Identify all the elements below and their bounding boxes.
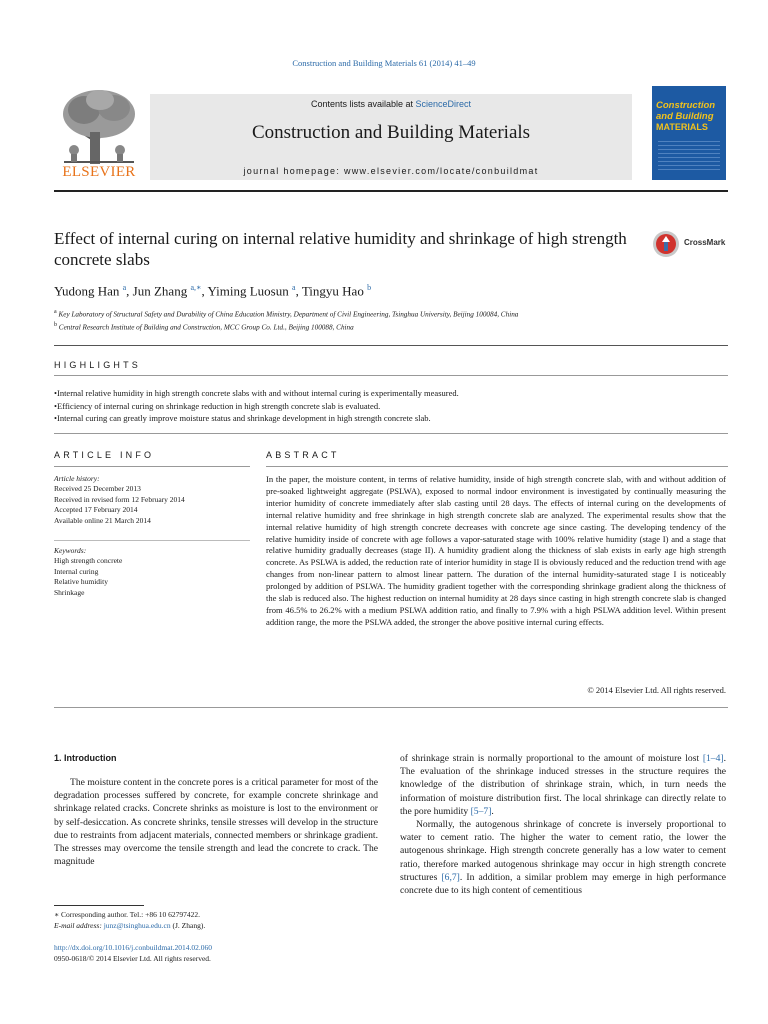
affiliation-line bbox=[54, 307, 518, 320]
email-link[interactable]: junz@tsinghua.edu.cn bbox=[103, 921, 171, 930]
affiliations bbox=[54, 307, 518, 333]
affiliation-marker: a bbox=[54, 309, 57, 315]
sciencedirect-link[interactable]: ScienceDirect bbox=[415, 99, 472, 109]
footnotes bbox=[54, 909, 205, 931]
corresponding-author-note: ∗ Corresponding author. Tel.: +86 10 62797422. bbox=[54, 910, 200, 919]
journal-cover-thumbnail[interactable] bbox=[652, 86, 726, 180]
divider bbox=[266, 466, 728, 467]
divider bbox=[54, 345, 728, 346]
journal-header-box bbox=[150, 94, 632, 180]
author-name[interactable]: Tingyu Hao bbox=[301, 283, 364, 299]
highlight-item: • Internal curing can greatly improve moisture status and shrinkage development in high strength concrete slab. bbox=[54, 412, 728, 425]
journal-title: Construction and Building Materials bbox=[251, 122, 531, 143]
paragraph bbox=[400, 752, 726, 818]
author-list bbox=[54, 283, 371, 299]
author-separator: , bbox=[201, 283, 208, 299]
journal-citation-link[interactable]: Construction and Building Materials 61 (2014) 41–49 bbox=[292, 58, 476, 68]
citation-link[interactable]: [6,7] bbox=[441, 871, 460, 883]
keyword-item: Relative humidity bbox=[54, 577, 108, 587]
history-entry: Received in revised form 12 February 2014 bbox=[54, 494, 185, 504]
keyword-item: Shrinkage bbox=[54, 587, 85, 597]
text-run: . The evaluation of the shrinkage induced stresses in the structure requires the knowledge of the distribution of shrinkage strain, which, in turn needs the information of moisture distribution first. The local shrinkage can directly relate to the pore humidity bbox=[400, 753, 726, 817]
doi-block bbox=[54, 942, 212, 964]
article-title: Effect of internal curing on internal relative humidity and shrinkage of high strength concrete slabs bbox=[54, 229, 627, 269]
footnote-rule bbox=[54, 905, 144, 906]
history-entry: Received 25 December 2013 bbox=[54, 484, 141, 494]
homepage-line bbox=[150, 166, 632, 176]
text-run: of shrinkage strain is normally proportional to the amount of moisture lost bbox=[400, 753, 703, 764]
abstract-heading: ABSTRACT bbox=[266, 450, 340, 460]
author-separator: , bbox=[295, 283, 302, 299]
author-name[interactable]: Yudong Han bbox=[54, 283, 120, 299]
author-name[interactable]: Yiming Luosun bbox=[207, 283, 289, 299]
contents-prefix: Contents lists available at bbox=[310, 99, 416, 109]
issn-line: 0950-0618/© 2014 Elsevier Ltd. All rights reserved. bbox=[54, 954, 211, 963]
keyword-item: Internal curing bbox=[54, 566, 99, 576]
history-entry: Available online 21 March 2014 bbox=[54, 515, 151, 525]
affiliation-marker: b bbox=[54, 321, 57, 328]
divider bbox=[54, 466, 250, 467]
article-history bbox=[54, 474, 250, 526]
citation-link[interactable]: [1–4] bbox=[702, 753, 724, 764]
crossmark-label: CrossMark bbox=[684, 238, 726, 247]
email-suffix: (J. Zhang). bbox=[170, 921, 206, 930]
affiliation-marker[interactable]: a bbox=[292, 283, 296, 292]
contents-line bbox=[150, 99, 632, 109]
homepage-prefix: journal homepage: bbox=[243, 166, 344, 176]
divider bbox=[54, 433, 728, 434]
affiliation-marker[interactable]: a,∗ bbox=[190, 283, 202, 292]
keywords bbox=[54, 546, 250, 598]
header-rule bbox=[54, 190, 728, 192]
citation-link[interactable]: [5–7] bbox=[470, 805, 492, 817]
affiliation-text: Central Research Institute of Building and Construction, MCC Group Co. Ltd., Beijing 100088, China bbox=[58, 323, 354, 332]
body-column-right bbox=[400, 752, 726, 897]
paragraph bbox=[400, 818, 726, 897]
paragraph: The moisture content in the concrete pores is a critical parameter for most of the degradation processes suffered by concrete, for example concrete shrinkage and shrinkage related cracks. Concrete shrinks as moisture is lost to the environment or by self-desiccation. As concrete shrinks, tensile stresses will develop in the structure due to restraints from adjacent materials, connected members or shrinkage gradient. The stresses may overcome the tensile strength and lead the concrete to crack. The magnitude bbox=[54, 777, 378, 868]
email-note bbox=[54, 920, 205, 931]
article-info-heading: ARTICLE INFO bbox=[54, 450, 155, 460]
body-column-left bbox=[54, 776, 378, 868]
text-run: . bbox=[491, 805, 494, 817]
divider bbox=[54, 540, 250, 541]
author-separator: , bbox=[126, 283, 133, 299]
highlight-item: • Internal relative humidity in high strength concrete slabs with and without internal curing is experimentally measured. bbox=[54, 387, 728, 400]
highlights-heading: HIGHLIGHTS bbox=[54, 360, 142, 370]
divider bbox=[54, 375, 728, 376]
keyword-item: High strength concrete bbox=[54, 556, 123, 566]
elsevier-wordmark: ELSEVIER bbox=[62, 164, 136, 180]
cover-title: Construction and Building bbox=[656, 100, 716, 122]
copyright-notice: © 2014 Elsevier Ltd. All rights reserved. bbox=[587, 685, 726, 695]
cover-text-lines bbox=[658, 138, 720, 172]
cover-title-materials: MATERIALS bbox=[656, 122, 708, 132]
affiliation-text: Key Laboratory of Structural Safety and Durability of China Education Ministry, Department of Civil Engineering, Tsinghua University, Beijing 100084, China bbox=[58, 310, 519, 319]
section-heading-introduction: 1. Introduction bbox=[54, 753, 117, 763]
keywords-label: Keywords: bbox=[54, 546, 87, 555]
highlight-item: • Efficiency of internal curing on shrinkage reduction in high strength concrete slab is evaluated. bbox=[54, 400, 728, 413]
history-label: Article history: bbox=[54, 474, 100, 483]
divider bbox=[54, 707, 728, 708]
email-label: E-mail address: bbox=[54, 921, 104, 930]
affiliation-marker[interactable]: b bbox=[367, 283, 372, 292]
highlights-list bbox=[54, 387, 728, 425]
text-run: Normally, the autogenous shrinkage of concrete is inversely proportional to water to cement ratio. The higher the water to cement ratio, the lower the autogenous shrinkage. High strength concrete generally has a low water to cement ratio, therefore marked autogenous shrinkage may occur in high strength concrete structures bbox=[400, 819, 726, 883]
abstract-text: In the paper, the moisture content, in terms of relative humidity, inside of high strength concrete slab, with and without addition of pre-soaked lightweight aggregate (PSLWA), exposed to normal indoor environment is investigated by continually measuring the interior humidity of concrete immediately after slab casting until 28 days. The effects of internal curing on the developments of internal relative humidity and free shrinkage in high strength concrete slab are analyzed. The experimental results show that the internal relative humidity of high strength concrete decreases with concrete age since casting. The developing tendency of the relative humidity inside of concrete with age follows a vapor-saturated stage with 100% relative humidity (stage I) and a stage that relative humidity gradually decreases (stage II). A humidity gradient along the thickness of slab exists in early age high strength concrete. As PSLWA is added, the reduction rate of interior humidity in stage II is obviously reduced and the reduction trend with age changes from non-linear pattern to almost linear pattern. The duration of the internal humidity-saturated stage I is noticeably prolonged by addition of PSLWA. The humidity gradient together with the corresponding shrinkage gradient along the thickness of the slab is reduced also. The highest reduction on internal humidity at 28 days since casting in high strength concrete slab is changed from 46.5% to 26.2% with a medium PSLWA addition ratio, and finally to 7.9% with a high PSLWA addition level. Within present addition range, the more the PSLWA added, the stronger the above positive internal curing effects. bbox=[266, 474, 726, 627]
text-run: . In addition, a similar problem may emerge in high performance concrete due to its high content of cementitious bbox=[400, 871, 726, 897]
crossmark-icon bbox=[652, 230, 680, 258]
homepage-url-link[interactable]: www.elsevier.com/locate/conbuildmat bbox=[343, 166, 539, 176]
doi-link[interactable]: http://dx.doi.org/10.1016/j.conbuildmat.2014.02.060 bbox=[54, 943, 212, 952]
history-entry: Accepted 17 February 2014 bbox=[54, 505, 138, 515]
crossmark-badge[interactable] bbox=[652, 230, 732, 260]
journal-masthead bbox=[54, 86, 728, 180]
affiliation-marker[interactable]: a bbox=[122, 283, 127, 292]
author-name[interactable]: Jun Zhang bbox=[132, 283, 188, 299]
affiliation-line bbox=[54, 320, 518, 333]
